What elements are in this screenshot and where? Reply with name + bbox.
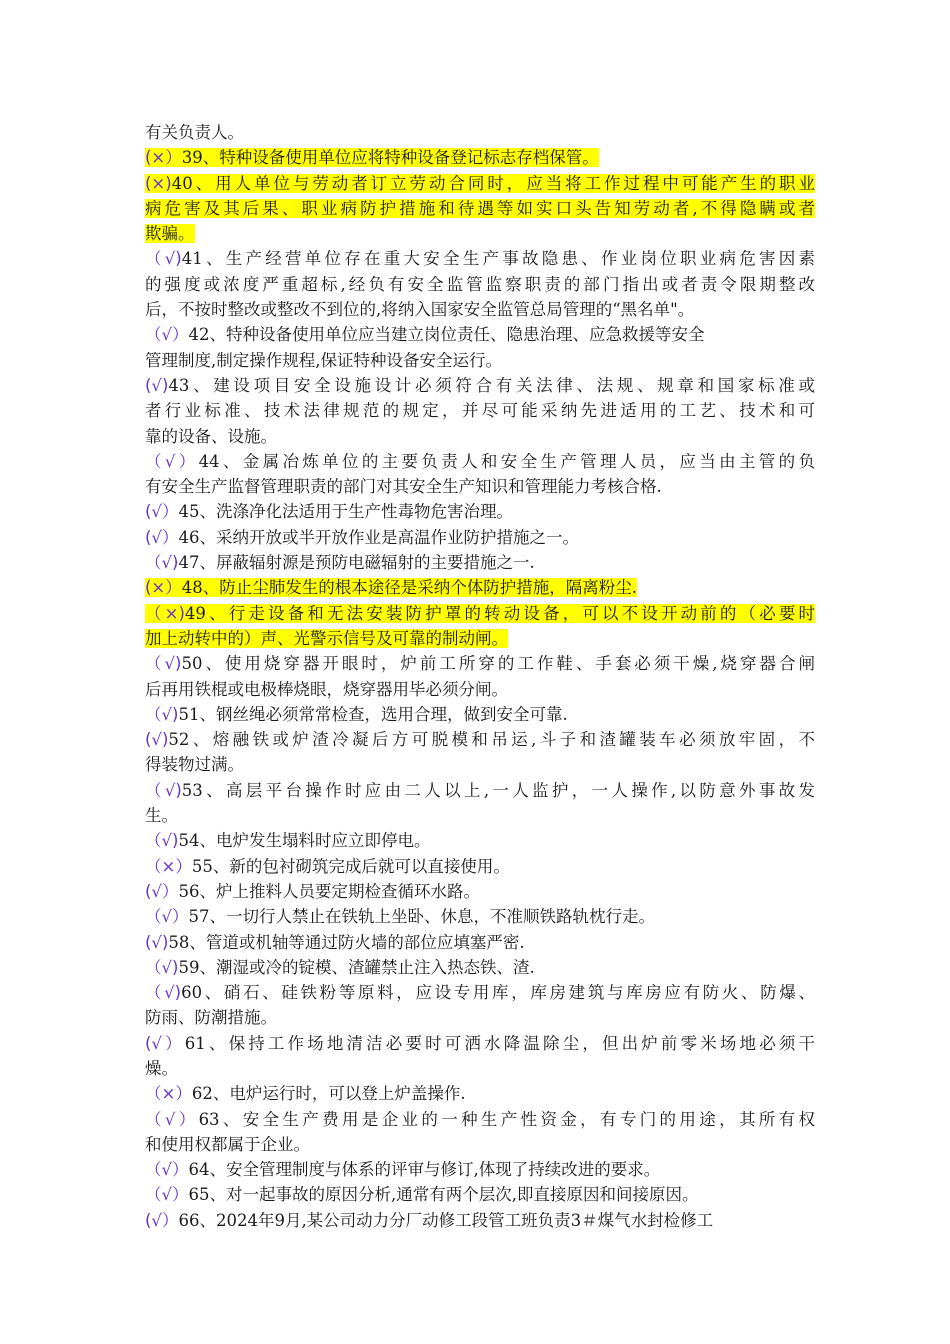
answer-mark: （√） [145,1109,199,1129]
line-span [145,958,535,977]
text-line [145,1157,815,1182]
highlighted-span [145,578,637,597]
text-line [145,449,815,474]
text-line [145,297,815,322]
line-span [145,1135,310,1154]
line-span [145,755,244,774]
line-text: 者行业标准、技术法律规范的规定，并尽可能采纳先进适用的工艺、技术和可 [145,401,815,421]
line-text: 63、安全生产费用是企业的一种生产性资金，有专门的用途，其所有权 [198,1109,815,1129]
line-span [145,325,705,344]
answer-mark: (√） [145,1033,185,1053]
text-line [145,1031,815,1056]
text-line [145,171,815,196]
answer-mark: （√) [145,831,179,851]
answer-mark: (√） [145,502,179,522]
text-line [145,904,815,929]
line-span [145,1211,713,1230]
line-span [145,907,655,926]
text-line [145,550,815,575]
answer-mark: （√) [145,983,182,1003]
line-span [145,1034,815,1053]
line-text: 防雨、防潮措施。 [145,1008,277,1028]
line-text: 62、电炉运行时，可以登上炉盖操作. [191,1084,466,1104]
line-text: 生。 [145,806,178,826]
line-span [145,401,815,420]
answer-mark: （×） [145,856,192,876]
line-span [145,376,815,395]
line-text: 53、高层平台操作时应由二人以上,一人监护，一人操作,以防意外事故发 [181,780,815,800]
line-text: 后，不按时整改或整改不到位的,将纳入国家安全监管总局管理的“黑名单"。 [145,300,695,320]
line-text: 加上动转中的）声、光警示信号及可靠的制动闸。 [145,628,508,648]
text-line [145,601,815,626]
text-line [145,828,815,853]
highlighted-span [145,224,195,243]
line-text: 和使用权都属于企业。 [145,1134,310,1154]
line-span [145,528,579,547]
highlighted-span [145,199,815,218]
answer-mark: (√） [145,527,179,547]
line-text: 39、特种设备使用单位应将特种设备登记标志存档保管。 [181,148,599,168]
text-line [145,879,815,904]
line-span [145,705,568,724]
line-span [145,983,815,1002]
text-line [145,702,815,727]
line-span [145,502,513,521]
line-text: 靠的设备、设施。 [145,426,277,446]
line-span [145,249,815,268]
line-text: 49、行走设备和无法安装防护罩的转动设备，可以不设开动前的（必要时 [184,603,816,623]
line-span [145,730,815,749]
line-span [145,1059,178,1078]
text-line [145,677,815,702]
text-line [145,120,815,145]
line-span [145,781,815,800]
text-line [145,1056,815,1081]
line-text: 44、金属冶炼单位的主要负责人和安全生产管理人员，应当由主管的负 [198,451,815,471]
text-line [145,272,815,297]
document-page [145,120,815,1233]
line-span [145,275,815,294]
text-line [145,322,815,347]
line-span [145,1160,660,1179]
line-text: 58、管道或机轴等通过防火墙的部位应填塞严密. [168,932,525,952]
line-text: 59、潮湿或冷的锭模、渣罐禁止注入热态铁、渣. [178,957,535,977]
line-span [145,427,277,446]
line-span [145,351,502,370]
line-span [145,882,480,901]
text-line [145,727,815,752]
text-line [145,626,815,651]
text-line [145,1132,815,1157]
answer-mark: （√） [145,1185,189,1205]
text-line [145,348,815,373]
line-text: 欺骗。 [145,224,195,244]
line-span [145,831,430,850]
line-text: 得装物过满。 [145,755,244,775]
answer-mark: (×） [145,148,182,168]
text-line [145,1208,815,1233]
line-span [145,654,815,673]
line-text: 60、硝石、硅铁粉等原料，应设专用库，库房建筑与库房应有防火、防爆、 [181,983,815,1003]
answer-mark: (×) [145,173,172,193]
text-line [145,1182,815,1207]
text-line [145,221,815,246]
text-line [145,424,815,449]
line-text: 64、安全管理制度与体系的评审与修订,体现了持续改进的要求。 [188,1160,661,1180]
answer-mark: （√） [145,325,189,345]
line-text: 后再用铁棍或电极棒烧眼，烧穿器用毕必须分闸。 [145,679,508,699]
line-text: 40、用人单位与劳动者订立劳动合同时，应当将工作过程中可能产生的职业 [171,173,815,193]
answer-mark: （√) [145,780,182,800]
line-text: 43、建设项目安全设施设计必须符合有关法律、法规、规章和国家标准或 [168,375,815,395]
line-text: 燥。 [145,1058,178,1078]
line-span [145,452,815,471]
answer-mark: (√) [145,932,169,952]
line-span [145,1110,815,1129]
line-span [145,477,662,496]
answer-mark: （√） [145,907,189,927]
text-line [145,1107,815,1132]
highlighted-span [145,174,815,193]
text-line [145,525,815,550]
line-text: 病危害及其后果、职业病防护措施和待遇等如实口头告知劳动者,不得隐瞒或者 [145,198,815,218]
answer-mark: （√) [145,704,179,724]
line-span [145,857,510,876]
text-line [145,575,815,600]
line-text: 50、使用烧穿器开眼时，炉前工所穿的工作鞋、手套必须干燥,烧穿器合闸 [181,654,815,674]
line-text: 48、防止尘肺发生的根本途径是采纳个体防护措施，隔离粉尘. [181,578,638,598]
text-line [145,778,815,803]
text-line [145,246,815,271]
text-line [145,1005,815,1030]
line-span [145,553,535,572]
text-line [145,196,815,221]
line-text: 42、特种设备使用单位应当建立岗位责任、隐患治理、应急救援等安全 [188,325,705,345]
text-line [145,651,815,676]
line-text: 61、保持工作场地清洁必要时可洒水降温除尘，但出炉前零米场地必须干 [184,1033,816,1053]
text-line [145,955,815,980]
answer-mark: （√) [145,553,179,573]
text-line [145,930,815,955]
line-text: 52、熔融铁或炉渣冷凝后方可脱模和吊运,斗子和渣罐装车必须放牢固，不 [168,730,815,750]
text-line [145,803,815,828]
answer-mark: (√） [145,881,179,901]
line-span [145,123,244,142]
line-text: 的强度或浓度严重超标,经负有安全监管监察职责的部门指出或者责令限期整改 [145,274,815,294]
line-span [145,680,508,699]
highlighted-span [145,604,815,623]
line-span [145,933,525,952]
line-span [145,1008,277,1027]
highlighted-span [145,629,508,648]
line-text: 有关负责人。 [145,123,244,142]
text-line [145,474,815,499]
answer-mark: (√） [145,1210,179,1230]
line-text: 有安全生产监督管理职责的部门对其安全生产知识和管理能力考核合格. [145,477,662,497]
line-span [145,806,178,825]
answer-mark: （√) [145,654,182,674]
answer-mark: (×） [145,578,182,598]
line-span [145,1185,699,1204]
line-text: 55、新的包衬砌筑完成后就可以直接使用。 [191,856,510,876]
text-line [145,854,815,879]
line-text: 66、2024年9月,某公司动力分厂动修工段管工班负责3＃煤气水封检修工 [178,1210,714,1230]
line-text: 47、屏蔽辐射源是预防电磁辐射的主要措施之一. [178,553,535,573]
line-text: 46、采纳开放或半开放作业是高温作业防护措施之一。 [178,527,579,547]
text-line [145,398,815,423]
line-span [145,300,694,319]
text-line [145,145,815,170]
answer-mark: （√) [145,957,179,977]
text-line [145,373,815,398]
line-text: 56、炉上推料人员要定期检查循环水路。 [178,881,480,901]
text-line [145,1081,815,1106]
answer-mark: (√) [145,730,169,750]
line-text: 54、电炉发生塌料时应立即停电。 [178,831,431,851]
answer-mark: （×） [145,1084,192,1104]
text-line [145,499,815,524]
text-line [145,752,815,777]
answer-mark: (√) [145,375,169,395]
answer-mark: （×) [145,603,185,623]
line-text: 管理制度,制定操作规程,保证特种设备安全运行。 [145,350,502,370]
line-text: 65、对一起事故的原因分析,通常有两个层次,即直接原因和间接原因。 [188,1185,699,1205]
answer-mark: （√） [145,451,199,471]
answer-mark: （√) [145,249,182,269]
line-text: 41、生产经营单位存在重大安全生产事故隐患、作业岗位职业病危害因素 [181,249,815,269]
line-text: 45、洗涤净化法适用于生产性毒物危害治理。 [178,502,513,522]
line-text: 57、一切行人禁止在铁轨上坐卧、休息，不准顺铁路轨枕行走。 [188,907,656,927]
line-text: 51、钢丝绳必须常常检查，选用合理，做到安全可靠. [178,704,568,724]
line-span [145,1084,466,1103]
text-line [145,980,815,1005]
answer-mark: （√） [145,1160,189,1180]
highlighted-span [145,148,599,167]
